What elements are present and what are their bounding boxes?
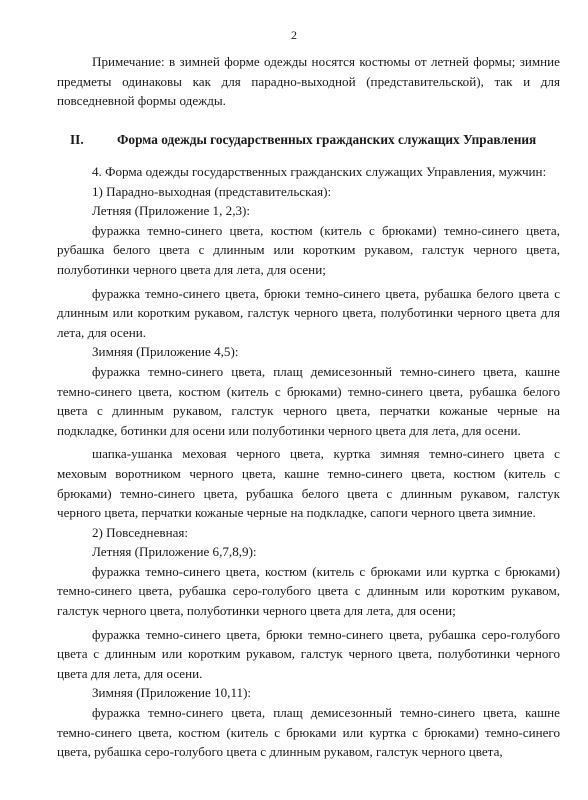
page-number: 2 (291, 28, 297, 42)
season-label: Летняя (Приложение 1, 2,3): (92, 203, 251, 219)
paragraph: фуражка темно-синего цвета, костюм (китель с брюками или куртка с брюками) темно-синего цвета, рубашка серо-голубого цвета с длинным или коротким рукавом, галстук черного цвета, полуботинки черного цвета для лета, для осени; (57, 563, 560, 619)
section-number: II. (70, 132, 84, 147)
season-label: Зимняя (Приложение 4,5): (92, 344, 239, 360)
body-text (57, 162, 560, 762)
paragraph: фуражка темно-синего цвета, брюки темно-синего цвета, рубашка белого цвета с длинным или коротким рукавом, галстук черного цвета, полуботинки черного цвета для лета, для осени. (57, 285, 560, 340)
note-paragraph: Примечание: в зимней форме одежды носятся костюмы от летней формы; зимние предметы одинаковы как для парадно-выходной (представительской), так и для повседневной формы одежды. (57, 54, 560, 109)
paragraph: шапка-ушанка меховая черного цвета, куртка зимняя темно-синего цвета с меховым воротником черного цвета, кашне темно-синего цвета, костюм (китель с брюками) темно-синего цвета, рубашка белого цвета с длинным рукавом, галстук черного цвета, перчатки кожаные черные на подкладке, сапоги черного цвета зимние. (57, 446, 560, 521)
paragraph: фуражка темно-синего цвета, брюки темно-синего цвета, рубашка серо-голубого цвета с длинным или коротким рукавом, галстук черного цвета, полуботинки черного цвета для лета, для осени. (57, 626, 560, 681)
paragraph: 4. Форма одежды государственных гражданских служащих Управления, мужчин: (92, 164, 547, 179)
paragraph: фуражка темно-синего цвета, плащ демисезонный темно-синего цвета, кашне темно-синего цвета, костюм (китель с брюками или куртка с брюками) темно-синего цвета, рубашка серо-голубого цвета с длинным рукавом, галстук черного цвета, (57, 705, 560, 760)
subsection-label: 2) Повседневная: (92, 524, 189, 540)
section-title: Форма одежды государственных гражданских служащих Управления (117, 132, 537, 147)
paragraph: фуражка темно-синего цвета, плащ демисезонный темно-синего цвета, кашне темно-синего цвета, костюм (китель с брюками) темно-синего цвета, рубашка белого цвета с длинным рукавом, галстук черного цвета, перчатки кожаные черные на подкладке, ботинки для осени или полуботинки черного цвета для лета, для осени. (57, 363, 560, 438)
section-heading (57, 130, 560, 150)
subsection-label: 1) Парадно-выходная (представительская): (92, 183, 332, 199)
season-label: Летняя (Приложение 6,7,8,9): (92, 544, 257, 560)
season-label: Зимняя (Приложение 10,11): (92, 685, 252, 701)
paragraph: фуражка темно-синего цвета, костюм (китель с брюками) темно-синего цвета, рубашка белого цвета с длинным или коротким рукавом, галстук черного цвета, полуботинки черного цвета для лета, для осени; (57, 222, 560, 277)
